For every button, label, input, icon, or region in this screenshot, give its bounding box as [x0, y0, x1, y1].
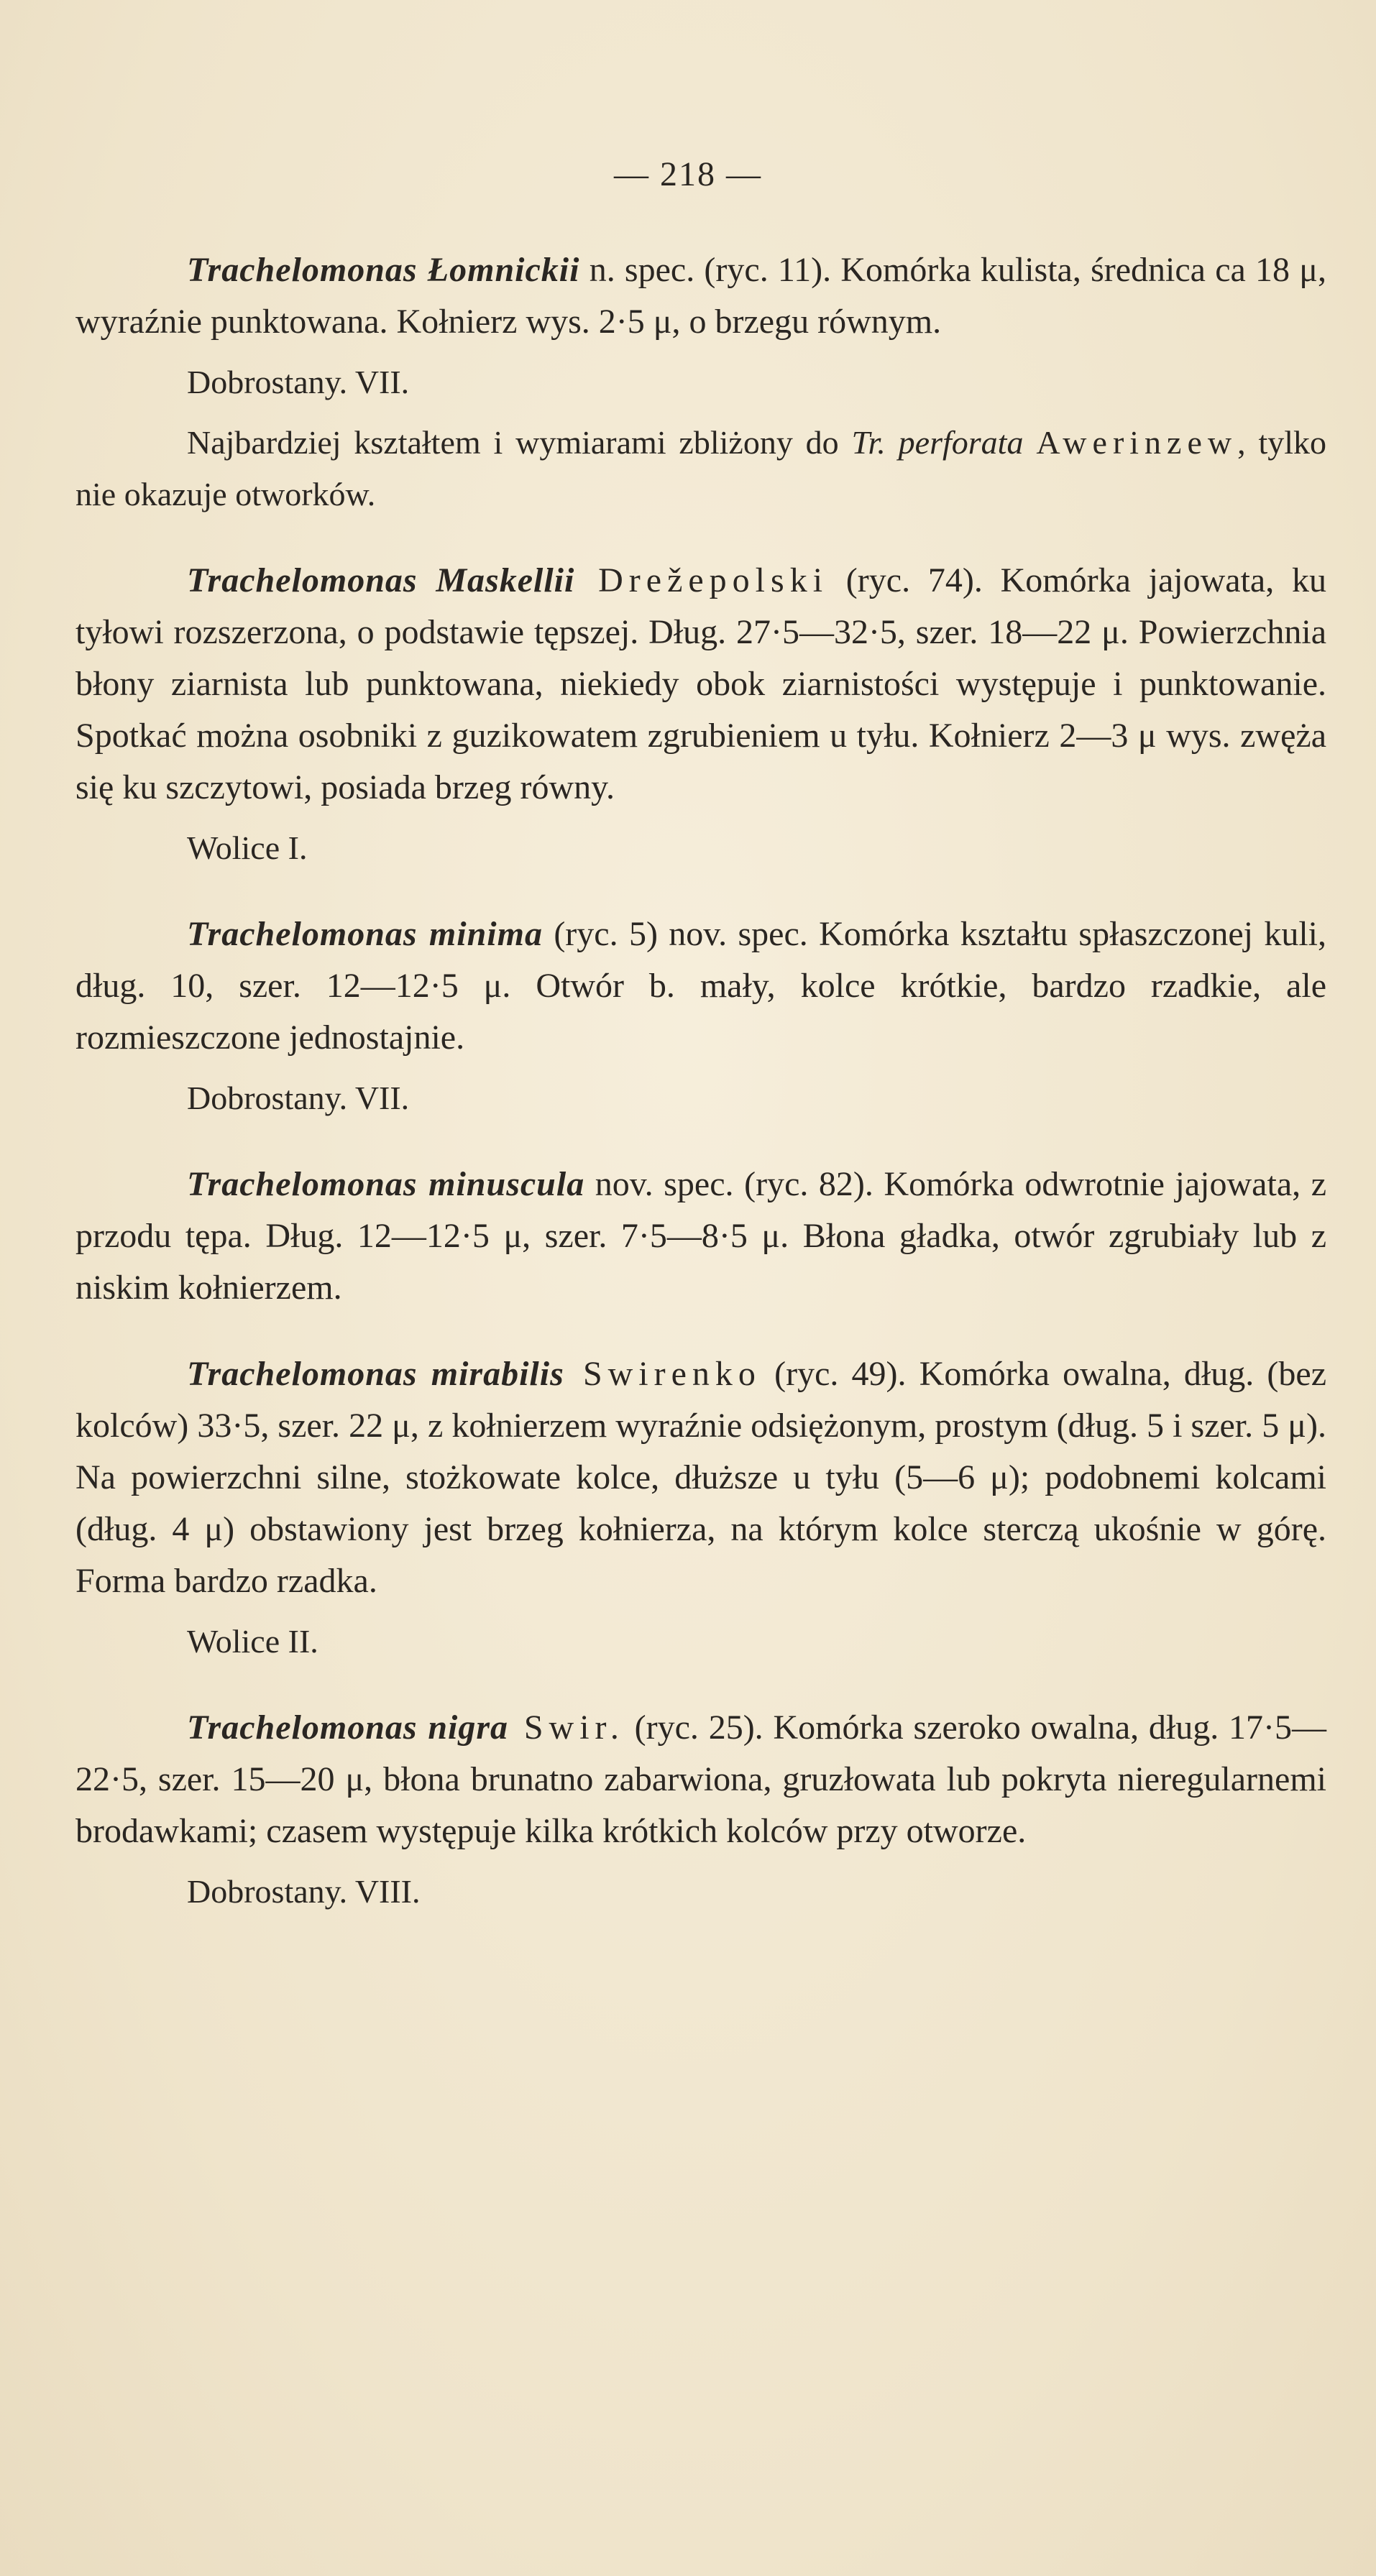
page-body	[75, 244, 1326, 1952]
note-text-end: , tylko nie okazuje otworków.	[75, 424, 1327, 512]
entry-minuscula	[75, 1159, 1326, 1314]
description-text: (ryc. 25). Komórka szeroko owalna, dług. 17·5—22·5, szer. 15—20 μ, błona brunatno zabarwiona, gruzłowata lub pokryta nieregularnemi brodawkami; czasem występuje kilka krótkich kolców przy otworze.	[75, 1708, 1327, 1850]
entry-note	[75, 417, 1326, 520]
description-text: n. spec. (ryc. 11). Komórka kulista, średnica ca 18 μ, wyraźnie punktowana. Kołnierz wys. 2·5 μ, o brzegu równym.	[75, 251, 1327, 341]
note-author: Awerinzew	[1036, 424, 1238, 461]
entry-description	[75, 1159, 1326, 1314]
taxon-author: Swirenko	[564, 1355, 761, 1393]
entry-description	[75, 244, 1326, 348]
taxon-author: Drežepolski	[574, 561, 829, 599]
taxon-name: Trachelomonas minima	[187, 915, 543, 953]
note-text: Najbardziej kształtem i wymiarami zbliżony do	[187, 424, 852, 461]
taxon-name: Trachelomonas minuscula	[187, 1165, 585, 1203]
entry-minima	[75, 908, 1326, 1124]
description-text: (ryc. 74). Komórka jajowata, ku tyłowi rozszerzona, o podstawie tępszej. Dług. 27·5—32·5, szer. 18—22 μ. Powierzchnia błony ziarnista lub punktowana, niekiedy obok ziarnistości występuje i punktowanie. Spotkać można osobniki z guzikowatem zgrubieniem u tyłu. Kołnierz 2—3 μ wys. zwęża się ku szczytowi, posiada brzeg równy.	[75, 561, 1326, 806]
entry-maskellii	[75, 555, 1326, 874]
entry-mirabilis	[75, 1348, 1326, 1668]
description-text: (ryc. 5) nov. spec. Komórka kształtu spłaszczonej kuli, dług. 10, szer. 12—12·5 μ. Otwór b. mały, kolce krótkie, bardzo rzadkie, ale rozmieszczone jednostajnie.	[75, 915, 1327, 1057]
taxon-name: Trachelomonas mirabilis	[187, 1355, 564, 1393]
entry-description	[75, 1702, 1326, 1857]
entry-description	[75, 555, 1326, 814]
description-text: nov. spec. (ryc. 82). Komórka odwrotnie jajowata, z przodu tępa. Dług. 12—12·5 μ, szer. 7·5—8·5 μ. Błona gładka, otwór zgrubiały lub z niskim kołnierzem.	[75, 1165, 1326, 1307]
entry-lomnickii	[75, 244, 1326, 520]
locality: Dobrostany. VII.	[187, 364, 410, 400]
entry-description	[75, 908, 1326, 1064]
locality: Dobrostany. VIII.	[187, 1873, 421, 1910]
page-number: — 218 —	[614, 155, 762, 193]
taxon-name: Trachelomonas Łomnickii	[187, 251, 580, 289]
entry-description	[75, 1348, 1326, 1607]
description-text: (ryc. 49). Komórka owalna, dług. (bez kolców) 33·5, szer. 22 μ, z kołnierzem wyraźnie odsiężonym, prostym (dług. 5 i szer. 5 μ). Na powierzchni silne, stożkowate kolce, dłuższe u tyłu (5—6 μ); podobnemi kolcami (dług. 4 μ) obstawiony jest brzeg kołnierza, na którym kolce sterczą ukośnie w górę. Forma bardzo rzadka.	[75, 1355, 1327, 1600]
locality: Wolice II.	[187, 1623, 318, 1660]
locality: Dobrostany. VII.	[187, 1080, 410, 1116]
taxon-name: Trachelomonas Maskellii	[187, 561, 575, 599]
note-taxon: Tr. perforata	[851, 424, 1024, 461]
locality: Wolice I.	[187, 829, 308, 866]
entry-nigra	[75, 1702, 1326, 1918]
taxon-author: Swir.	[508, 1708, 625, 1747]
taxon-name: Trachelomonas nigra	[187, 1708, 509, 1747]
